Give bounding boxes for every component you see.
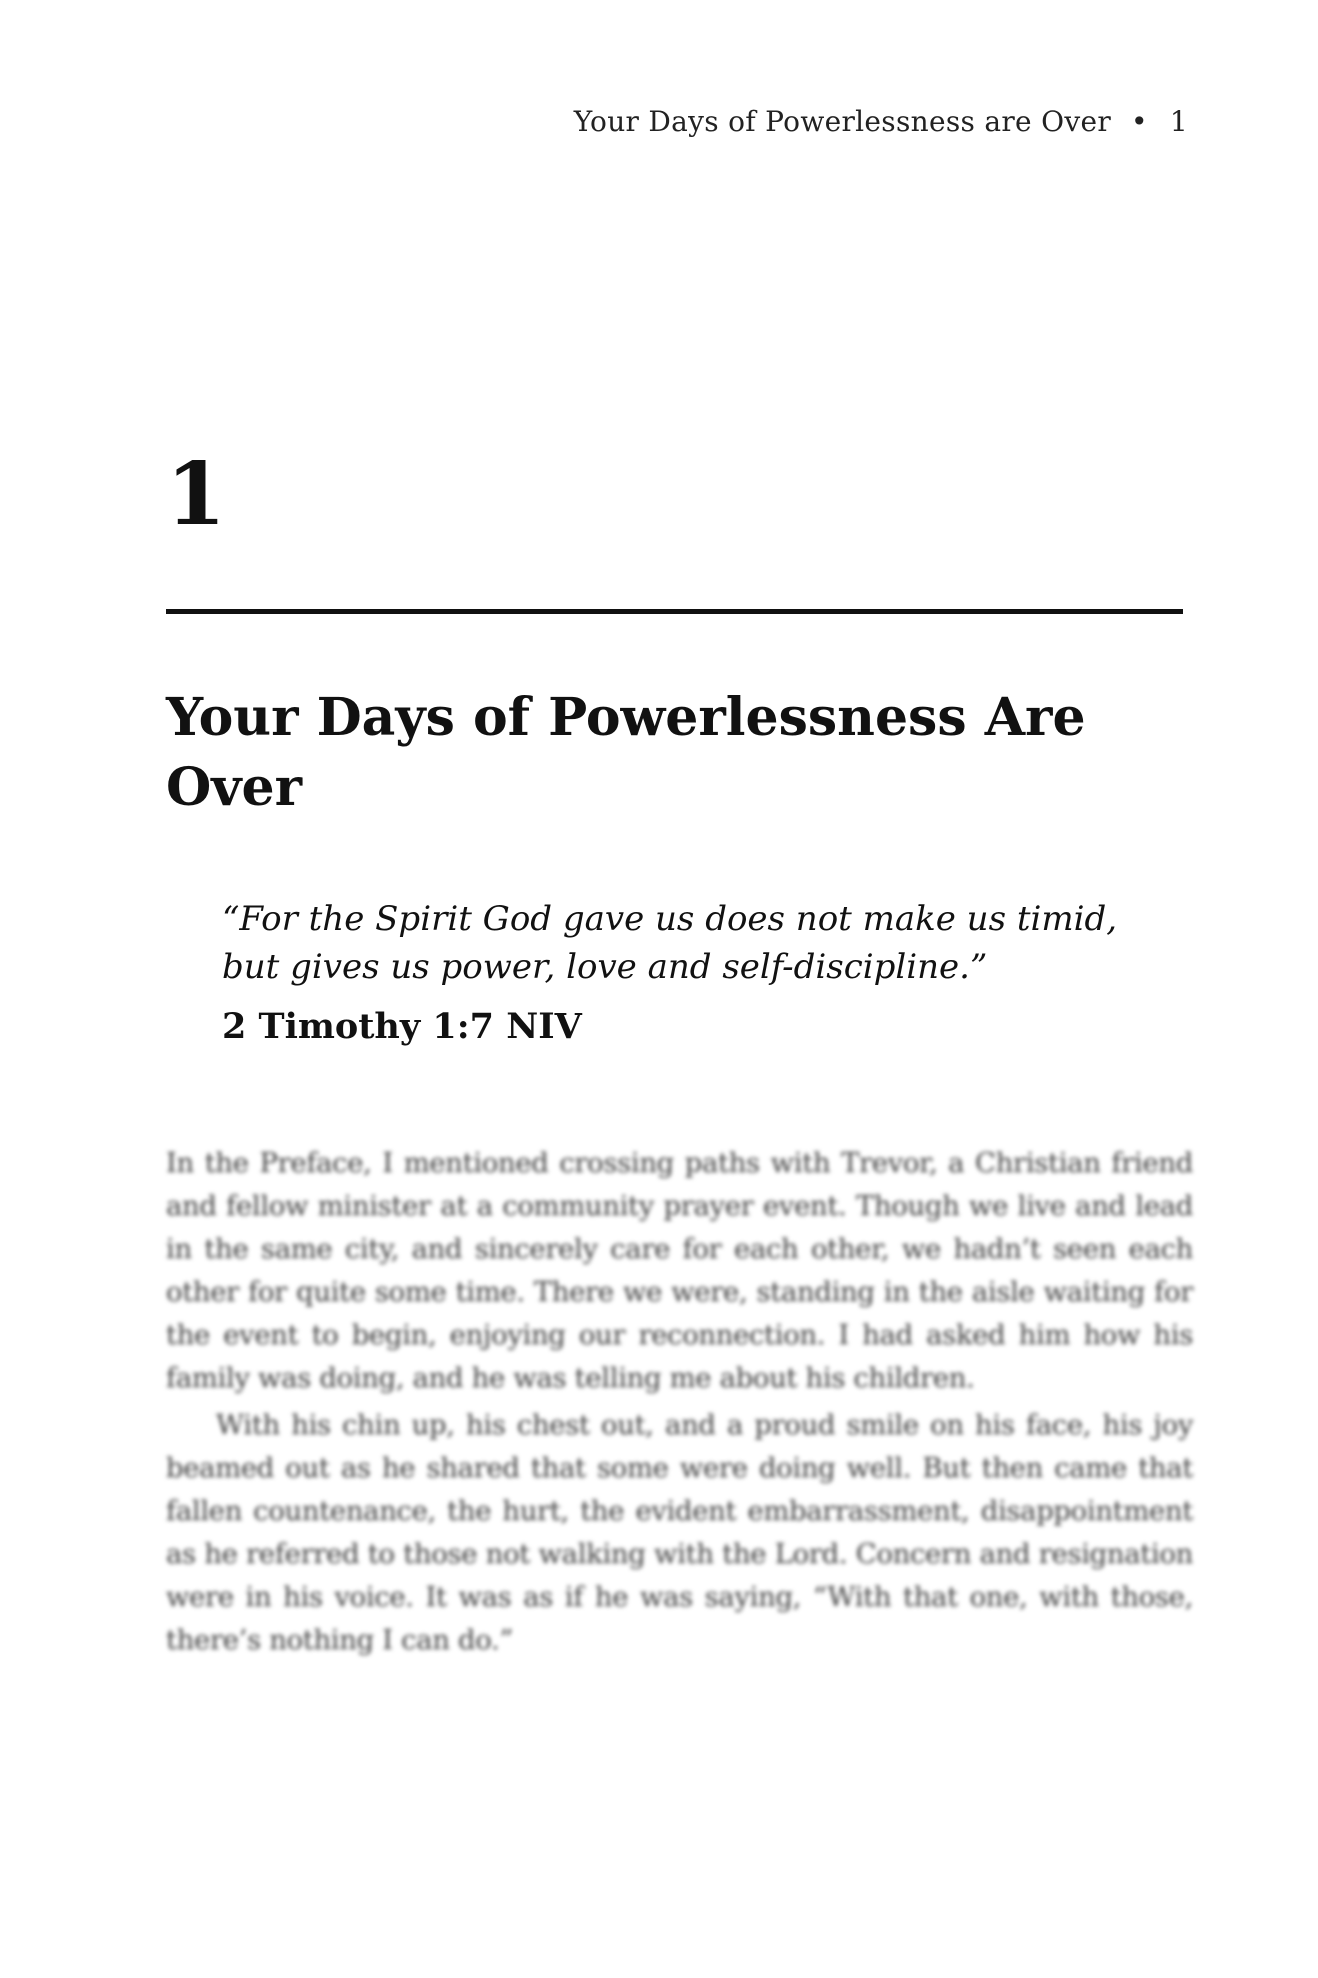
body-paragraph: In the Preface, I mentioned crossing paths with Trevor, a Christian friend and fellow minister at a community prayer event. Though we live and lead in the same city, and sincerely care for each other, we hadn’t seen each other for quite some time. There we were, standing in the aisle waiting for the event to begin, enjoying our reconnection. I had asked him how his family was doing, and he was telling me about his children. — [166, 1148, 1193, 1394]
epigraph — [222, 895, 1182, 1049]
chapter-title: Your Days of Powerlessness Are Over — [166, 687, 1086, 818]
running-header-title: Your Days of Powerlessness are Over — [573, 105, 1112, 138]
body-text — [166, 1142, 1193, 1662]
running-header-separator: • — [1131, 105, 1148, 138]
chapter-number: 1 — [166, 444, 226, 545]
chapter-divider-rule — [166, 609, 1183, 614]
running-header — [574, 105, 1188, 138]
body-paragraph: With his chin up, his chest out, and a proud smile on his face, his joy beamed out as he shared that some were doing well. But then came that fallen countenance, the hurt, the evident embarrassment, disappointment as he referred to those not walking with the Lord. Concern and resignation were in his voice. It was as if he was saying, “With that one, with those, there’s nothing I can do.” — [166, 1410, 1193, 1656]
page-number: 1 — [1169, 105, 1188, 138]
epigraph-quote: “For the Spirit God gave us does not make us timid, but gives us power, love and self-discipline.” — [222, 899, 1118, 987]
epigraph-source: 2 Timothy 1:7 NIV — [222, 1006, 582, 1047]
